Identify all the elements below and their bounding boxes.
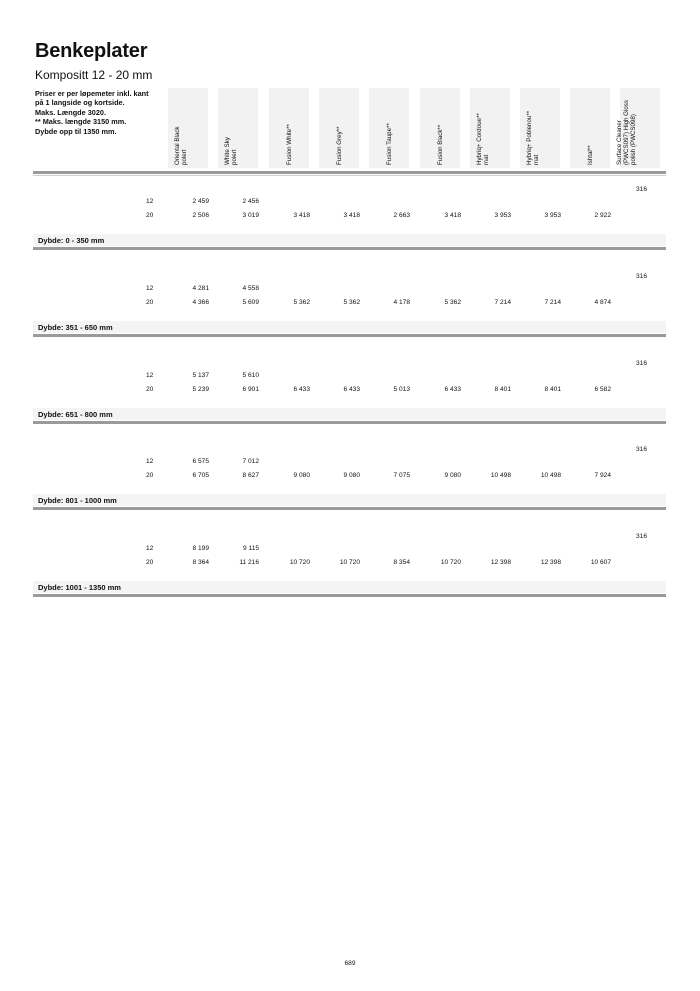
column-header-label: Oriental Black polert [174, 126, 188, 165]
price-cell: 3 953 [494, 212, 511, 219]
price-cell: 4 281 [192, 285, 209, 292]
price-cell: 3 953 [544, 212, 561, 219]
price-cell: 6 575 [192, 458, 209, 465]
column-header [369, 88, 409, 168]
column-header-label: Surface Cleaner (PWCS097) High Gloss polish (PWCS098) [615, 100, 637, 165]
thickness-label: 12 [146, 372, 154, 379]
price-cell: 2 922 [594, 212, 611, 219]
column-header-label: Ishtal** [586, 145, 594, 165]
section-label: Dybde: 801 - 1000 mm [38, 496, 117, 505]
price-cell: 2 456 [242, 198, 259, 205]
page-title: Benkeplater [35, 40, 148, 62]
price-cell: 9 080 [444, 472, 461, 479]
price-cell: 3 418 [293, 212, 310, 219]
thickness-label: 20 [146, 212, 154, 219]
thickness-label: 12 [146, 545, 154, 552]
column-header-label: Fusion Grey** [335, 126, 343, 165]
section-band [33, 321, 666, 333]
thickness-label: 20 [146, 472, 154, 479]
thickness-label: 20 [146, 386, 154, 393]
price-cell: 10 607 [590, 559, 611, 566]
price-cell: 10 498 [490, 472, 511, 479]
price-cell: 6 433 [343, 386, 360, 393]
column-header [570, 88, 610, 168]
section-label: Dybde: 351 - 650 mm [38, 323, 113, 332]
section-rule [33, 507, 666, 510]
price-cell: 5 137 [192, 372, 209, 379]
column-header-label: Fusion Black** [436, 124, 444, 165]
care-product-price: 316 [636, 533, 648, 540]
care-product-price: 316 [636, 446, 648, 453]
page-subtitle: Kompositt 12 - 20 mm [35, 68, 153, 82]
price-cell: 10 720 [289, 559, 310, 566]
thickness-label: 20 [146, 299, 154, 306]
price-cell: 4 558 [242, 285, 259, 292]
column-header [269, 88, 309, 168]
column-header-label: Hybriq+ Cordoue** mat [476, 113, 490, 165]
section-band [33, 581, 666, 593]
price-cell: 10 498 [540, 472, 561, 479]
column-header-label: Fusion Taupe** [385, 123, 393, 165]
price-cell: 6 901 [242, 386, 259, 393]
thickness-label: 12 [146, 285, 154, 292]
column-header [615, 88, 660, 168]
price-cell: 8 627 [242, 472, 259, 479]
price-cell: 12 398 [490, 559, 511, 566]
header-rule [33, 171, 666, 174]
header-rule [33, 175, 666, 176]
column-header-label: Hybriq+ Poblenou** mat [526, 110, 540, 165]
column-header [470, 88, 510, 168]
price-cell: 3 019 [242, 212, 259, 219]
price-cell: 11 216 [239, 559, 259, 566]
price-cell: 9 080 [293, 472, 310, 479]
column-header [168, 88, 208, 168]
price-cell: 4 874 [594, 299, 611, 306]
price-notes: Priser er per løpemeter inkl. kant på 1 langside og kortside. Maks. Længde 3020. ** Maks. længde 3150 mm. Dybde opp til 1350 mm. [35, 89, 149, 136]
care-product-price: 316 [636, 273, 648, 280]
price-cell: 6 433 [293, 386, 310, 393]
price-cell: 7 924 [594, 472, 611, 479]
price-cell: 6 705 [192, 472, 209, 479]
column-header-label: Fusion White** [285, 124, 293, 165]
price-cell: 5 609 [242, 299, 259, 306]
section-rule [33, 594, 666, 597]
price-cell: 4 366 [192, 299, 209, 306]
thickness-label: 12 [146, 198, 154, 205]
column-header-label: White Sky polert [224, 137, 238, 165]
care-product-price: 316 [636, 186, 648, 193]
page-number: 689 [344, 960, 356, 967]
price-cell: 5 239 [192, 386, 209, 393]
care-product-price: 316 [636, 360, 648, 367]
price-cell: 5 362 [293, 299, 310, 306]
section-band [33, 494, 666, 506]
price-cell: 8 364 [192, 559, 209, 566]
price-cell: 10 720 [440, 559, 461, 566]
price-cell: 7 214 [544, 299, 561, 306]
price-cell: 5 362 [343, 299, 360, 306]
thickness-label: 20 [146, 559, 154, 566]
section-rule [33, 421, 666, 424]
price-cell: 5 013 [393, 386, 410, 393]
price-cell: 5 610 [242, 372, 259, 379]
section-label: Dybde: 651 - 800 mm [38, 410, 113, 419]
section-label: Dybde: 0 - 350 mm [38, 236, 105, 245]
section-band [33, 234, 666, 246]
price-cell: 6 433 [444, 386, 461, 393]
price-cell: 8 199 [192, 545, 209, 552]
column-header [420, 88, 460, 168]
price-cell: 9 115 [242, 545, 259, 552]
price-cell: 9 080 [343, 472, 360, 479]
thickness-label: 12 [146, 458, 154, 465]
section-band [33, 408, 666, 420]
price-cell: 7 075 [393, 472, 410, 479]
column-header [319, 88, 359, 168]
price-cell: 8 354 [393, 559, 410, 566]
price-cell: 10 720 [339, 559, 360, 566]
price-cell: 2 506 [192, 212, 209, 219]
price-cell: 2 459 [192, 198, 209, 205]
price-cell: 6 582 [594, 386, 611, 393]
price-cell: 3 418 [444, 212, 461, 219]
section-label: Dybde: 1001 - 1350 mm [38, 583, 121, 592]
column-header [520, 88, 560, 168]
price-cell: 4 178 [393, 299, 410, 306]
section-rule [33, 334, 666, 337]
price-cell: 8 401 [494, 386, 511, 393]
price-cell: 8 401 [544, 386, 561, 393]
price-cell: 12 398 [540, 559, 561, 566]
price-cell: 3 418 [343, 212, 360, 219]
price-cell: 5 362 [444, 299, 461, 306]
price-cell: 7 012 [242, 458, 259, 465]
section-rule [33, 247, 666, 250]
column-header [218, 88, 258, 168]
price-cell: 2 663 [393, 212, 410, 219]
price-cell: 7 214 [494, 299, 511, 306]
